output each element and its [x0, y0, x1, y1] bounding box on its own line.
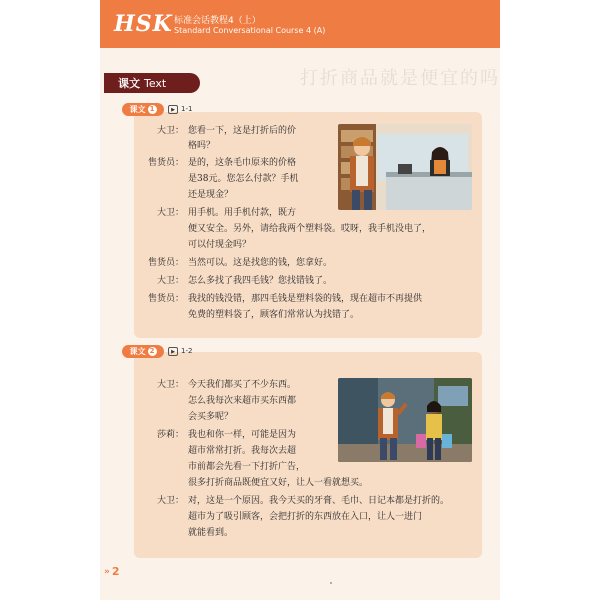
line-text: 会买多呢？ [188, 412, 234, 422]
street-shoppers-illustration [338, 378, 472, 462]
line-text: 免费的塑料袋了，顾客们常常认为找错了。 [188, 310, 360, 320]
lesson-tag-number: 1 [148, 105, 157, 114]
line-text: 我也和你一样，可能是因为 [188, 430, 297, 440]
line-text: 超市常常打折。我每次去超 [188, 446, 297, 456]
track-number: 1-2 [181, 347, 193, 355]
line-text: 还是现金？ [188, 190, 234, 200]
print-dot [330, 582, 332, 584]
line-text: 怎么我每次来超市买东西都 [188, 396, 297, 406]
line-text: 可以付现金吗？ [188, 240, 252, 250]
line-text: 就能看到。 [188, 528, 234, 538]
bleed-through-text: 打折商品就是便宜的吗 [300, 68, 500, 89]
section-title-chinese: 课文 [118, 77, 140, 90]
line-text: 市前都会先看一下打折广告， [188, 462, 306, 472]
line-text: 当然可以。这是找您的钱，您拿好。 [188, 258, 333, 268]
line-text: 超市为了吸引顾客，会把打折的东西放在入口，让人一进门 [188, 512, 423, 522]
page-number-value: 2 [111, 565, 120, 578]
speaker-label: 大卫： [156, 496, 184, 506]
page-arrows-icon: » [104, 566, 110, 577]
lesson-tag-label: 课文 [129, 347, 146, 356]
line-text: 便又安全。另外，请给我两个塑料袋。哎呀，我手机没电了， [188, 224, 432, 234]
line-text: 您看一下，这是打折后的价 [188, 126, 297, 136]
audio-track-icon: ▶ [168, 347, 178, 356]
lesson-tag-label: 课文 [129, 105, 146, 114]
speaker-label: 售货员： [147, 158, 184, 168]
line-text: 用手机。用手机付款，既方 [188, 208, 297, 218]
page-number [104, 565, 119, 578]
line-text: 怎么多找了我四毛钱？您找错钱了。 [188, 276, 333, 286]
track-number: 1-1 [181, 105, 193, 113]
line-text: 今天我们都买了不少东西。 [188, 380, 297, 390]
book-title-english: Standard Conversational Course 4 (A) [174, 26, 326, 35]
section-title [104, 73, 200, 93]
speaker-label: 售货员： [147, 258, 184, 268]
lesson-2-audio-track[interactable] [168, 346, 192, 356]
hsk-logo: HSK [114, 11, 173, 37]
shop-counter-illustration [338, 124, 472, 210]
line-text: 对，这是一个原因。我今天买的牙膏、毛巾、日记本都是打折的。 [188, 496, 450, 506]
speaker-label: 大卫： [156, 276, 184, 286]
speaker-label: 大卫： [156, 126, 184, 136]
line-text: 是38元。您怎么付款？手机 [188, 174, 299, 184]
line-text: 很多打折商品既便宜又好，让人一看就想买。 [188, 478, 369, 488]
line-text: 格吗？ [188, 141, 216, 151]
speaker-label: 莎莉： [156, 430, 184, 440]
audio-track-icon: ▶ [168, 105, 178, 114]
section-title-english: Text [144, 76, 167, 90]
speaker-label: 大卫： [156, 380, 184, 390]
speaker-label: 大卫： [156, 208, 184, 218]
lesson-1-audio-track[interactable] [168, 104, 192, 114]
speaker-label: 售货员： [147, 294, 184, 304]
lesson-1-tag [122, 103, 164, 116]
book-header [100, 0, 500, 48]
line-text: 是的，这条毛巾原来的价格 [188, 158, 297, 168]
lesson-2-tag [122, 345, 164, 358]
lesson-tag-number: 2 [148, 347, 157, 356]
line-text: 我找的钱没错，那四毛钱是塑料袋的钱，现在超市不再提供 [188, 294, 423, 304]
book-title-chinese: 标准会话教程4（上） [174, 16, 261, 26]
